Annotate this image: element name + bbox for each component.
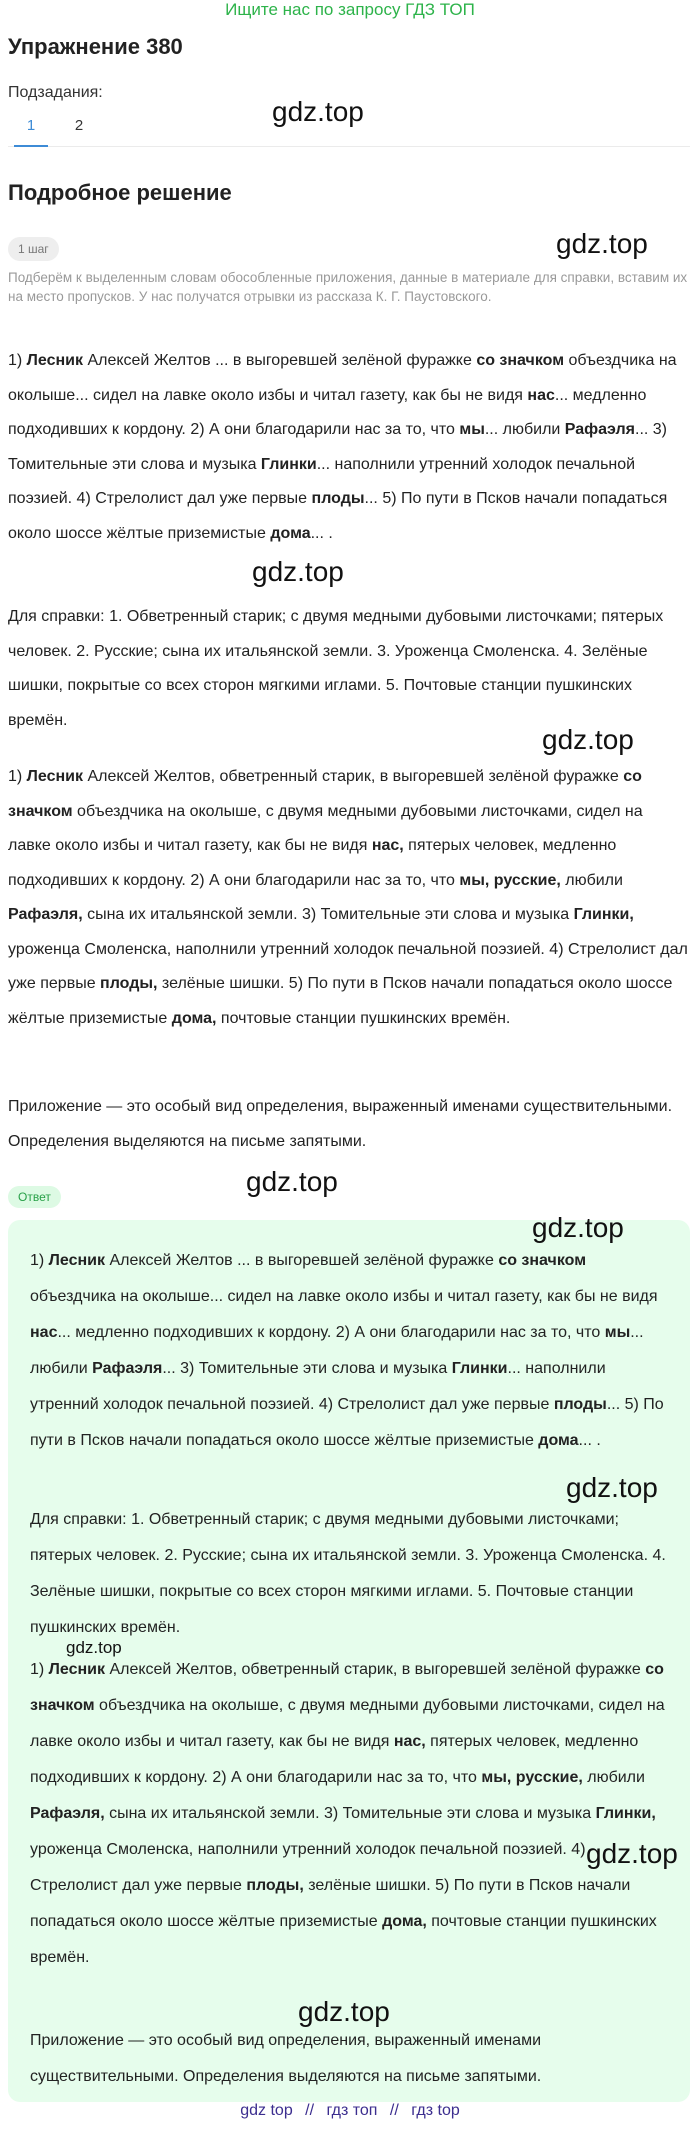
highlighted-word: плоды, [246, 1877, 304, 1894]
reference-text: Для справки: 1. Обветренный старик; с двумя медными дубовыми листочками; пятерых человек. 2. Русские; сына их итальянской земли. 3. Уроженца Смоленска. 4. Зелёные шишки, покрытые со всех сторон мягкими иглами. 5. Почтовые станции пушкинских времён. [8, 608, 664, 729]
highlighted-word: Лесник [26, 352, 83, 369]
footer-separator: // [389, 2102, 399, 2119]
text-run: ... любили [484, 421, 565, 438]
highlighted-word: плоды [553, 1396, 607, 1413]
footer-separator: // [305, 2102, 315, 2119]
text-run: ... медленно подходивших к кордону. 2) А они благодарили нас за то, что [57, 1324, 605, 1341]
highlighted-word: плоды, [100, 975, 158, 992]
text-run: объездчика на околыше... сидел на лавке около избы и читал газету, как бы не видя [30, 1288, 658, 1305]
section-title: Подробное решение [8, 180, 232, 205]
step-badge: 1 шаг [8, 237, 59, 261]
text-run: ... наполнили утренний холодок печальной поэзией. 4) Стрелолист дал уже первые [30, 1360, 606, 1413]
text-run: ... 5) По пути в Псков начали попадаться около шоссе жёлтые приземистые [30, 1396, 664, 1449]
highlighted-word: Глинки, [595, 1805, 656, 1822]
tab-subtask-2[interactable]: 2 [74, 117, 84, 134]
highlighted-word: Рафаэля [564, 421, 635, 438]
highlighted-word: со значком [8, 768, 642, 820]
top-banner: Ищите нас по запросу ГДЗ ТОП [225, 0, 475, 19]
highlighted-word: Рафаэля, [30, 1805, 105, 1822]
text-run: Алексей Желтов, обветренный старик, в выгоревшей зелёной фуражке [105, 1661, 646, 1678]
text-run: зелёные шишки. 5) По пути в Псков начали попадаться около шоссе жёлтые приземистые [30, 1877, 631, 1930]
text-run: ... медленно подходивших к кордону. 2) А они благодарили нас за то, что [8, 386, 647, 438]
footer-link[interactable]: гдз top [411, 2102, 460, 2119]
answer-task-text [30, 1243, 676, 1459]
watermark: gdz.top [246, 1166, 338, 1197]
text-run: ... 3) Томительные эти слова и музыка [162, 1360, 452, 1377]
watermark: gdz.top [272, 96, 364, 127]
highlighted-word: со значком [498, 1252, 587, 1269]
highlighted-word: мы [459, 421, 485, 438]
highlighted-word: Рафаэля, [8, 906, 83, 923]
text-run: почтовые станции пушкинских времён. [30, 1913, 657, 1966]
text-run: 1) [30, 1252, 49, 1269]
text-run: зелёные шишки. 5) По пути в Псков начали попадаться около шоссе жёлтые приземистые [8, 975, 673, 1027]
intro-text: Подберём к выделенным словам обособленные приложения, данные в материале для справки, вставим их на место пропусков. У нас получатся отрывки из рассказа К. Г. Паустовского. [8, 270, 688, 304]
watermark: gdz.top [298, 1996, 390, 2027]
tab-subtask-1[interactable]: 1 [14, 117, 48, 147]
solution-text [8, 760, 688, 1036]
highlighted-word: со значком [476, 352, 565, 369]
highlighted-word: дома, [382, 1913, 427, 1930]
watermark: gdz.top [252, 556, 344, 587]
highlighted-word: Глинки, [573, 906, 634, 923]
highlighted-word: Лесник [48, 1661, 105, 1678]
text-run: пятерых человек, медленно подходивших к кордону. 2) А они благодарили нас за то, что [8, 837, 617, 889]
text-run: Алексей Желтов, обветренный старик, в выгоревшей зелёной фуражке [83, 768, 624, 785]
answer-badge: Ответ [8, 1186, 61, 1208]
text-run: ... 3) Томительные эти слова и музыка [8, 421, 668, 473]
subtasks-label: Подзадания: [8, 84, 103, 101]
text-run: объездчика на околыше... сидел на лавке около избы и читал газету, как бы не видя [8, 352, 677, 404]
page-title: Упражнение 380 [8, 34, 183, 59]
answer-reference-text: Для справки: 1. Обветренный старик; с двумя медными дубовыми листочками; пятерых человек. 2. Русские; сына их итальянской земли. 3. Уроженца Смоленска. 4. Зелёные шишки, покрытые со всех сторон мягкими иглами. 5. Почтовые станции пушкинских времён. [30, 1511, 666, 1636]
text-run: ... 5) По пути в Псков начали попадаться около шоссе жёлтые приземистые [8, 490, 668, 542]
highlighted-word: со значком [30, 1661, 664, 1714]
footer [0, 2102, 700, 2120]
highlighted-word: Рафаэля [92, 1360, 163, 1377]
highlighted-word: Лесник [48, 1252, 105, 1269]
text-run: ... любили [30, 1324, 644, 1377]
text-run: Алексей Желтов ... в выгоревшей зелёной фуражке [83, 352, 477, 369]
text-run: 1) [30, 1661, 49, 1678]
text-run: объездчика на околыше, с двумя медными дубовыми листочками, сидел на лавке около избы и читал газету, как бы не видя [8, 802, 643, 854]
watermark: gdz.top [542, 724, 634, 755]
text-run: сына их итальянской земли. 3) Томительные эти слова и музыка [104, 1805, 596, 1822]
highlighted-word: нас, [371, 837, 404, 854]
answer-solution-text [30, 1652, 676, 1976]
highlighted-word: дома, [171, 1009, 217, 1027]
text-run: сына их итальянской земли. 3) Томительные эти слова и музыка [82, 906, 574, 923]
watermark: gdz.top [556, 228, 648, 259]
text-run: Алексей Желтов ... в выгоревшей зелёной фуражке [105, 1252, 499, 1269]
highlighted-word: плоды [311, 490, 365, 507]
answer-note-text: Приложение — это особый вид определения, выраженный именами существительными. Определения выделяются на письме запятыми. [30, 2032, 542, 2085]
text-run: ... наполнили утренний холодок печальной поэзией. 4) Стрелолист дал уже первые [8, 455, 636, 507]
highlighted-word: мы [604, 1324, 631, 1341]
text-run: ... . [310, 524, 333, 542]
watermark: gdz.top [532, 1212, 624, 1243]
text-run: любили [582, 1769, 645, 1786]
text-run: уроженца Смоленска, наполнили утренний холодок печальной поэзией. 4) Стрелолист дал уже первые [30, 1841, 586, 1894]
footer-link[interactable]: gdz top [240, 2102, 293, 2119]
text-run: уроженца Смоленска, наполнили утренний холодок печальной поэзией. 4) Стрелолист дал уже первые [8, 940, 688, 992]
highlighted-word: мы, русские, [459, 871, 561, 889]
text-run: объездчика на околыше, с двумя медными дубовыми листочками, сидел на лавке около избы и читал газету, как бы не видя [30, 1697, 665, 1750]
highlighted-word: дома [538, 1432, 579, 1449]
note-text: Приложение — это особый вид определения, выраженный именами существительными. Определения выделяются на письме запятыми. [8, 1098, 673, 1150]
highlighted-word: нас [30, 1324, 58, 1341]
watermark: gdz.top [566, 1472, 658, 1503]
text-run: любили [560, 871, 623, 889]
highlighted-word: нас [527, 386, 555, 404]
watermark: gdz.top [586, 1838, 678, 1869]
highlighted-word: нас, [393, 1733, 426, 1750]
highlighted-word: Глинки [451, 1360, 508, 1377]
highlighted-word: Глинки [260, 455, 317, 473]
highlighted-word: дома [270, 524, 311, 542]
highlighted-word: мы, русские, [481, 1769, 583, 1786]
text-run: 1) [8, 768, 27, 785]
text-run: ... . [578, 1432, 601, 1449]
text-run: почтовые станции пушкинских времён. [216, 1009, 511, 1027]
text-run: 1) [8, 352, 27, 369]
watermark: gdz.top [66, 1638, 122, 1657]
highlighted-word: Лесник [26, 768, 83, 785]
footer-link[interactable]: гдз топ [326, 2102, 378, 2119]
text-run: пятерых человек, медленно подходивших к кордону. 2) А они благодарили нас за то, что [30, 1733, 639, 1786]
task-text [8, 344, 688, 551]
